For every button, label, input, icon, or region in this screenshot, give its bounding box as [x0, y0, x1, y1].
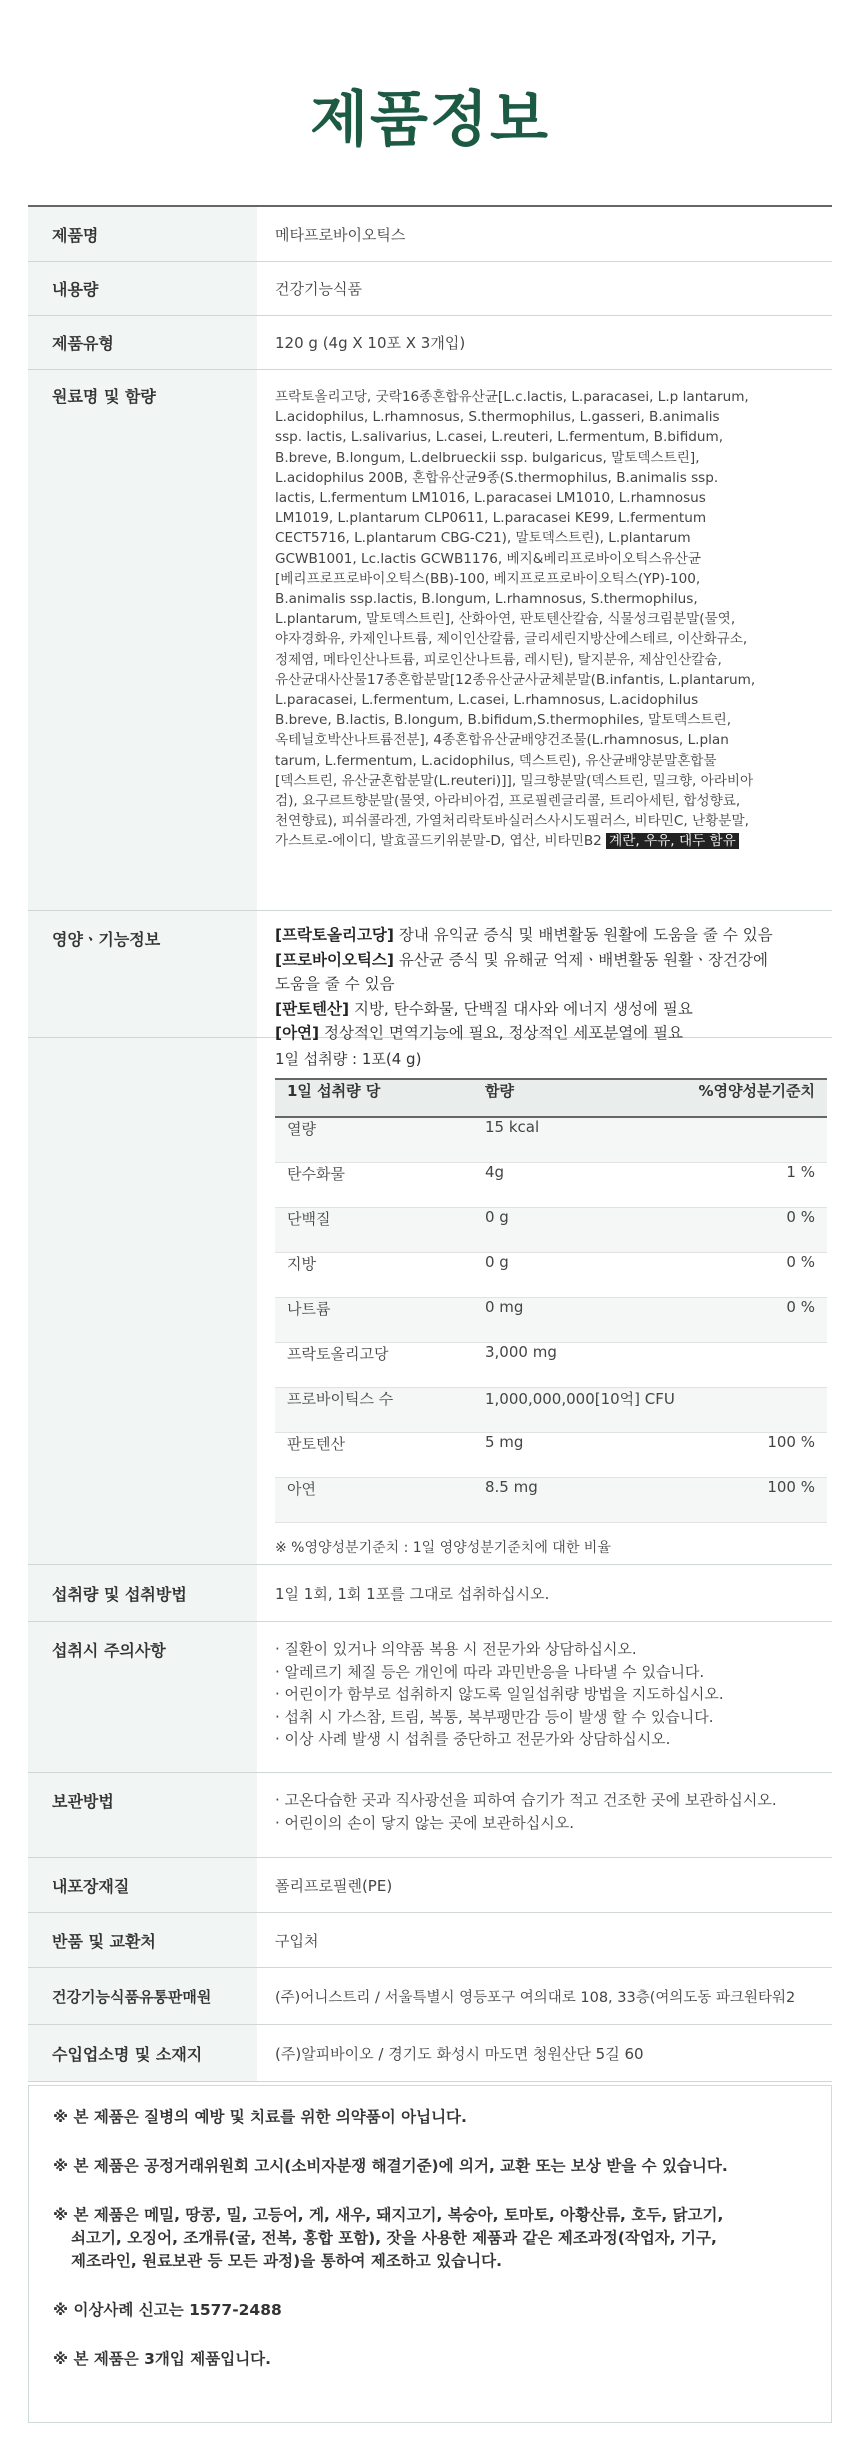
- ingredient-line: 검), 요구르트향분말(물엿, 아라비아검, 프로필렌글리콜, 트리아세틴, 합성향료,: [275, 793, 741, 810]
- nutrition-row: 지방 0 g 0 %: [275, 1253, 827, 1298]
- notice-item: 제조라인, 원료보관 등 모든 과정)을 통하여 제조하고 있습니다.: [71, 2252, 502, 2270]
- caution-item: · 섭취 시 가스참, 트림, 복통, 복부팽만감 등이 발생 할 수 있습니다.: [275, 1707, 714, 1726]
- label-seller: 건강기능식품유통판매원: [52, 1987, 212, 2006]
- label-packaging: 내포장재질: [52, 1876, 130, 1896]
- caution-item: · 질환이 있거나 의약품 복용 시 전문가와 상담하십시오.: [275, 1640, 637, 1658]
- ingredient-line: [베리프로프로바이오틱스(BB)-100, 베지프로프로바이오틱스(YP)-100,: [275, 570, 701, 587]
- ingredient-line: B.breve, B.longum, L.delbrueckii ssp. bulgaricus, 말토덱스트린],: [275, 449, 700, 466]
- nutrition-footnote: ※ %영양성분기준치 : 1일 영양성분기준치에 대한 비율: [275, 1540, 611, 1556]
- nutrition-row: 아연 8.5 mg 100 %: [275, 1478, 827, 1523]
- function-item: [프로바이오틱스] 유산균 증식 및 유해균 억제ㆍ배변활동 원활ㆍ장건강에: [275, 950, 768, 969]
- nutrition-header: 1일 섭취량 당 함량 %영양성분기준치: [275, 1079, 827, 1117]
- value-method: 1일 1회, 1회 1포를 그대로 섭취하십시오.: [275, 1584, 550, 1603]
- page-title: 제품정보: [310, 85, 550, 155]
- row-functions: [28, 911, 832, 1038]
- notice-box: [28, 2085, 832, 2423]
- ingredients-text: [275, 370, 832, 910]
- row-packaging: [28, 1858, 832, 1913]
- label-ingredients: 원료명 및 함량: [52, 387, 156, 406]
- ingredient-line: tarum, L.fermentum, L.acidophilus, 덱스트린), 유산균배양분말혼합물: [275, 752, 717, 769]
- nutrition-row: 나트륨 0 mg 0 %: [275, 1298, 827, 1343]
- ingredient-line: L.paracasei, L.fermentum, L.casei, L.rhamnosus, L.acidophilus: [275, 692, 699, 709]
- function-item: [판토텐산] 지방, 탄수화물, 단백질 대사와 에너지 생성에 필요: [275, 999, 693, 1018]
- ingredient-line: L.plantarum, 말토덱스트린], 산화아연, 판토텐산칼슘, 식물성크림분말(물엿,: [275, 611, 736, 628]
- value-packaging: 폴리프로필렌(PE): [275, 1876, 393, 1895]
- notice-item: ※ 본 제품은 3개입 제품입니다.: [53, 2350, 272, 2368]
- label-functions: 영양ㆍ기능정보: [52, 930, 161, 949]
- storage-item: · 고온다습한 곳과 직사광선을 피하여 습기가 적고 건조한 곳에 보관하십시오.: [275, 1791, 777, 1809]
- value-product-name: 메타프로바이오틱스: [275, 225, 406, 244]
- function-item: 도움을 줄 수 있음: [275, 975, 395, 993]
- nutrition-row: 프락토올리고당 3,000 mg: [275, 1343, 827, 1388]
- nutrition-row: 열량 15 kcal: [275, 1117, 827, 1163]
- value-importer: (주)알피바이오 / 경기도 화성시 마도면 청원산단 5길 60: [275, 2044, 644, 2063]
- notice-item: ※ 본 제품은 질병의 예방 및 치료를 위한 의약품이 아닙니다.: [53, 2108, 467, 2126]
- value-volume: 건강기능식품: [275, 280, 362, 298]
- row-type: [28, 316, 832, 370]
- ingredient-line: 천연향료), 피쉬콜라겐, 가열처리락토바실러스사시도필러스, 비타민C, 난황분말,: [275, 813, 749, 830]
- value-returns: 구입처: [275, 1931, 319, 1950]
- storage-list: [275, 1773, 832, 1857]
- ingredient-line: 가스트로-에이디, 발효골드키위분말-D, 엽산, 비타민B2 계란, 우유, 대두 함유: [275, 831, 832, 851]
- row-returns: [28, 1913, 832, 1968]
- function-item: [아연] 정상적인 면역기능에 필요, 정상적인 세포분열에 필요: [275, 1024, 684, 1042]
- nutrition-block: [275, 1038, 832, 1564]
- caution-item: · 알레르기 체질 등은 개인에 따라 과민반응을 나타낼 수 있습니다.: [275, 1662, 705, 1681]
- label-type: 제품유형: [52, 334, 114, 353]
- ingredient-line: 유산균대사산물17종혼합분말[12종유산균사균체분말(B.infantis, L.plantarum,: [275, 671, 756, 688]
- row-caution: [28, 1622, 832, 1773]
- ingredient-line: 야자경화유, 카제인나트륨, 제이인산칼륨, 글리세린지방산에스테르, 이산화규소,: [275, 631, 748, 648]
- ingredient-line: B.breve, B.lactis, B.longum, B.bifidum,S.thermophiles, 말토덱스트린,: [275, 712, 732, 729]
- row-nutrition: [28, 1038, 832, 1565]
- label-volume: 내용량: [52, 280, 99, 299]
- product-info-table: [28, 205, 832, 2082]
- ingredient-line: L.acidophilus 200B, 혼합유산균9종(S.thermophilus, B.animalis ssp.: [275, 469, 719, 486]
- row-storage: [28, 1773, 832, 1858]
- row-method: [28, 1565, 832, 1622]
- row-ingredients: [28, 370, 832, 911]
- ingredient-line: 정제염, 메타인산나트륨, 피로인산나트륨, 레시틴), 탈지분유, 제삼인산칼슘,: [275, 651, 722, 668]
- notice-item: ※ 이상사례 신고는 1577-2488: [53, 2301, 282, 2319]
- ingredient-line: [덱스트린, 유산균혼합분말(L.reuteri)]], 밀크향분말(덱스트린, 밀크향, 아라비아: [275, 772, 754, 789]
- row-seller: [28, 1968, 832, 2025]
- value-seller: (주)어니스트리 / 서울특별시 영등포구 여의대로 108, 33층(여의도동 파크원타워2: [275, 1989, 796, 2006]
- label-product-name: 제품명: [52, 225, 99, 245]
- functions-list: [275, 911, 832, 1042]
- caution-list: [275, 1622, 832, 1772]
- label-importer: 수입업소명 및 소재지: [52, 2044, 203, 2064]
- nutrition-row: 프로바이틱스 수 1,000,000,000[10억] CFU: [275, 1388, 827, 1433]
- label-caution: 섭취시 주의사항: [52, 1641, 166, 1660]
- notice-item: ※ 본 제품은 메밀, 땅콩, 밀, 고등어, 게, 새우, 돼지고기, 복숭아, 토마토, 아황산류, 호두, 닭고기,: [53, 2206, 724, 2224]
- row-product-name: [28, 206, 832, 262]
- label-returns: 반품 및 교환처: [52, 1931, 156, 1951]
- storage-item: · 어린이의 손이 닿지 않는 곳에 보관하십시오.: [275, 1813, 574, 1832]
- ingredient-line: B.animalis ssp.lactis, B.longum, L.rhamnosus, S.thermophilus,: [275, 591, 698, 608]
- caution-item: · 어린이가 함부로 섭취하지 않도록 일일섭취량 방법을 지도하십시오.: [275, 1685, 724, 1703]
- ingredient-line: L.acidophilus, L.rhamnosus, S.thermophilus, L.gasseri, B.animalis: [275, 409, 720, 426]
- ingredient-line: lactis, L.fermentum LM1016, L.paracasei LM1010, L.rhamnosus: [275, 490, 706, 507]
- notice-item: 쇠고기, 오징어, 조개류(굴, 전복, 홍합 포함), 잣을 사용한 제품과 같은 제조과정(작업자, 기구,: [71, 2229, 717, 2247]
- label-method: 섭취량 및 섭취방법: [52, 1584, 187, 1604]
- allergen-badge: 계란, 우유, 대두 함유: [606, 833, 739, 849]
- nutrition-table: [275, 1078, 827, 1523]
- label-storage: 보관방법: [52, 1792, 114, 1811]
- ingredient-line: 옥테닐호박산나트륨전분], 4종혼합유산균배양건조물(L.rhamnosus, L.plan: [275, 732, 729, 749]
- caution-item: · 이상 사례 발생 시 섭취를 중단하고 전문가와 상담하십시오.: [275, 1730, 671, 1748]
- ingredient-line: CECT5716, L.plantarum CBG-C21), 말토덱스트린), L.plantarum: [275, 530, 691, 547]
- ingredient-line: ssp. lactis, L.salivarius, L.casei, L.reuteri, L.fermentum, B.bifidum,: [275, 429, 724, 446]
- nutrition-row: 판토텐산 5 mg 100 %: [275, 1433, 827, 1478]
- ingredient-line: LM1019, L.plantarum CLP0611, L.paracasei KE99, L.fermentum: [275, 510, 707, 527]
- nutrition-row: 단백질 0 g 0 %: [275, 1208, 827, 1253]
- serving-size: 1일 섭취량 : 1포(4 g): [275, 1050, 422, 1068]
- notice-item: ※ 본 제품은 공정거래위원회 고시(소비자분쟁 해결기준)에 의거, 교환 또는 보상 받을 수 있습니다.: [53, 2157, 728, 2175]
- function-item: [프락토올리고당] 장내 유익균 증식 및 배변활동 원활에 도움을 줄 수 있음: [275, 926, 773, 944]
- value-type: 120 g (4g X 10포 X 3개입): [275, 334, 466, 352]
- ingredient-line: GCWB1001, Lc.lactis GCWB1176, 베지&베리프로바이오틱스유산균: [275, 550, 701, 567]
- nutrition-row: 탄수화물 4g 1 %: [275, 1163, 827, 1208]
- row-volume: [28, 262, 832, 316]
- ingredient-line: 프락토올리고당, 굿락16종혼합유산균[L.c.lactis, L.paracasei, L.p lantarum,: [275, 389, 749, 405]
- row-importer: [28, 2025, 832, 2082]
